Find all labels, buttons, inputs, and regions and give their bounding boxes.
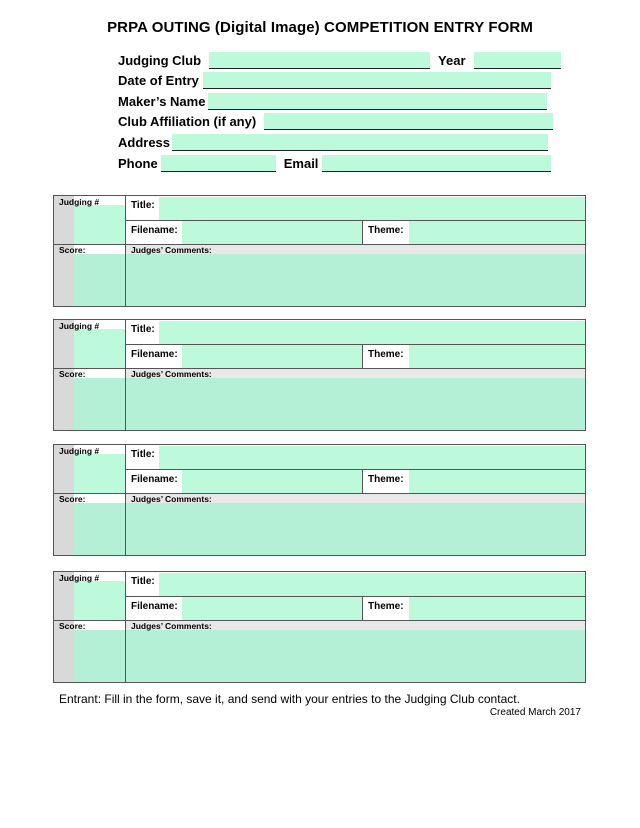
filename-label: Filename: — [131, 474, 178, 485]
theme-field[interactable] — [409, 345, 585, 368]
row-date-of-entry — [118, 71, 551, 89]
filename-field[interactable] — [182, 345, 362, 368]
filename-field[interactable] — [182, 470, 362, 493]
entry-block — [53, 319, 586, 431]
judges-comments-field[interactable] — [126, 254, 585, 306]
date-of-entry-label: Date of Entry — [118, 73, 199, 88]
address-label: Address — [118, 135, 171, 150]
judging-club-label: Judging Club — [118, 53, 202, 68]
title-field[interactable] — [159, 573, 585, 596]
created-date-text: Created March 2017 — [489, 707, 581, 718]
year-field[interactable] — [474, 52, 561, 69]
title-field[interactable] — [159, 446, 585, 469]
row-makers-name — [118, 92, 547, 110]
judges-comments-field[interactable] — [126, 503, 585, 555]
address-field[interactable] — [172, 134, 548, 151]
judging-number-field[interactable] — [74, 581, 125, 620]
theme-label: Theme: — [368, 601, 404, 612]
score-label: Score: — [59, 369, 86, 379]
judges-comments-label: Judges’ Comments: — [131, 621, 212, 631]
judging-number-label: Judging # — [59, 446, 100, 456]
makers-name-label: Maker’s Name — [118, 94, 206, 109]
filename-label: Filename: — [131, 601, 178, 612]
score-field[interactable] — [74, 378, 125, 430]
filename-field[interactable] — [182, 221, 362, 244]
title-field[interactable] — [159, 321, 585, 344]
theme-field[interactable] — [409, 597, 585, 620]
score-field[interactable] — [74, 630, 125, 682]
entry-block — [53, 195, 586, 307]
club-affiliation-label: Club Affiliation (if any) — [118, 114, 257, 129]
theme-field[interactable] — [409, 470, 585, 493]
entry-block — [53, 571, 586, 683]
club-affiliation-field[interactable] — [264, 113, 553, 130]
theme-label: Theme: — [368, 474, 404, 485]
score-label: Score: — [59, 245, 86, 255]
filename-label: Filename: — [131, 225, 178, 236]
title-field[interactable] — [159, 197, 585, 220]
form-title: PRPA OUTING (Digital Image) COMPETITION ENTRY FORM — [107, 19, 533, 36]
judging-number-field[interactable] — [74, 329, 125, 368]
score-field[interactable] — [74, 254, 125, 306]
date-of-entry-field[interactable] — [203, 72, 551, 89]
judges-comments-field[interactable] — [126, 630, 585, 682]
judging-number-field[interactable] — [74, 454, 125, 493]
filename-label: Filename: — [131, 349, 178, 360]
judging-number-label: Judging # — [59, 573, 100, 583]
judging-number-label: Judging # — [59, 197, 100, 207]
instructions-text: Entrant: Fill in the form, save it, and send with your entries to the Judging Club contact. — [59, 692, 520, 706]
filename-field[interactable] — [182, 597, 362, 620]
theme-label: Theme: — [368, 349, 404, 360]
row-judging-club — [118, 51, 561, 69]
entry-block — [53, 444, 586, 556]
row-club-affiliation — [118, 112, 553, 130]
email-label: Email — [283, 156, 319, 171]
judges-comments-label: Judges’ Comments: — [131, 369, 212, 379]
judging-number-label: Judging # — [59, 321, 100, 331]
row-phone-email — [118, 154, 551, 172]
judges-comments-label: Judges’ Comments: — [131, 494, 212, 504]
title-label: Title: — [131, 449, 155, 460]
score-field[interactable] — [74, 503, 125, 555]
year-label: Year — [438, 53, 466, 68]
theme-field[interactable] — [409, 221, 585, 244]
phone-label: Phone — [118, 156, 158, 171]
score-label: Score: — [59, 621, 86, 631]
email-field[interactable] — [322, 155, 551, 172]
judges-comments-label: Judges’ Comments: — [131, 245, 212, 255]
makers-name-field[interactable] — [208, 93, 547, 110]
title-label: Title: — [131, 324, 155, 335]
theme-label: Theme: — [368, 225, 404, 236]
phone-field[interactable] — [161, 155, 276, 172]
title-label: Title: — [131, 576, 155, 587]
judging-club-field[interactable] — [209, 52, 430, 69]
score-label: Score: — [59, 494, 86, 504]
judges-comments-field[interactable] — [126, 378, 585, 430]
row-address — [118, 133, 548, 151]
title-label: Title: — [131, 200, 155, 211]
judging-number-field[interactable] — [74, 205, 125, 244]
